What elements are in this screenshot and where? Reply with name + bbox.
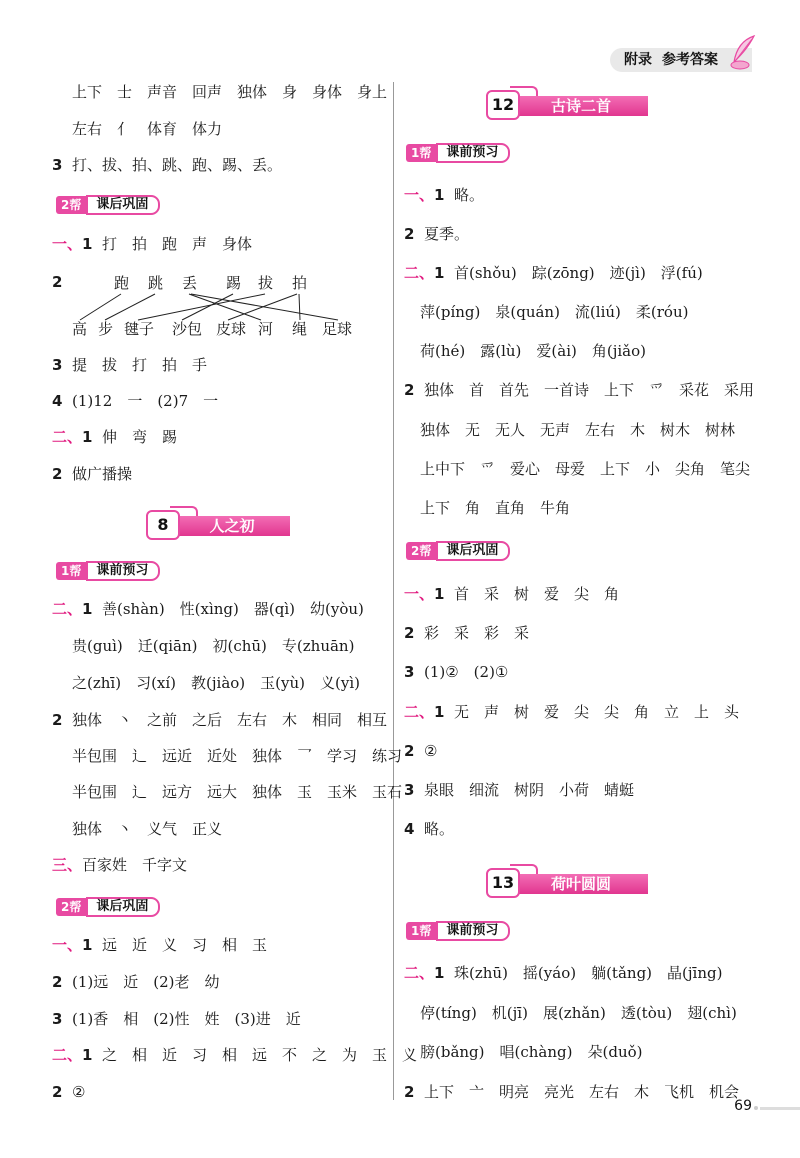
answer-line: 2 (52, 273, 63, 291)
answer-line: 二、1 之 相 近 习 相 远 不 之 为 玉 义 (52, 1046, 418, 1064)
lesson-number: 8 (146, 510, 180, 540)
answer-line: 独体 丶 义气 正义 (72, 820, 223, 838)
answer-line: 3 (1)香 相 (2)性 姓 (3)进 近 (52, 1010, 301, 1028)
answer-line: 贵(guì) 迁(qiān) 初(chū) 专(zhuān) (72, 637, 355, 655)
lesson-title-text: 古诗二首 (514, 96, 648, 116)
preview-badge: 1帮 课前预习 (56, 560, 160, 582)
answer-line: 上中下 爫 爱心 母爱 上下 小 尖角 笔尖 (420, 460, 751, 478)
answer-line: 2 ② (52, 1083, 86, 1101)
answer-line: 2 ② (404, 742, 438, 760)
preview-badge: 1帮 课前预习 (406, 142, 510, 164)
answer-line: 停(tíng) 机(jī) 展(zhǎn) 透(tòu) 翅(chì) (420, 1004, 737, 1022)
answer-line: 2 做广播操 (52, 465, 132, 483)
answer-line: 一、1 略。 (404, 186, 485, 204)
answer-line: 2 (1)远 近 (2)老 幼 (52, 973, 220, 991)
match-bottom-word: 皮球 (216, 320, 247, 338)
match-bottom-word: 沙包 (172, 320, 203, 338)
answer-line: 二、1 伸 弯 踢 (52, 428, 178, 446)
answer-line: 之(zhī) 习(xí) 教(jiào) 玉(yù) 义(yì) (72, 674, 360, 692)
answer-line: 2 上下 亠 明亮 亮光 左右 木 飞机 机会 (404, 1083, 739, 1101)
match-bottom-word: 毽子 (124, 320, 155, 338)
page-line (760, 1107, 800, 1110)
answer-line: 膀(bǎng) 唱(chàng) 朵(duǒ) (420, 1043, 643, 1061)
after-class-badge: 2帮 课后巩固 (56, 194, 160, 216)
answer-line: 一、1 远 近 义 习 相 玉 (52, 936, 268, 954)
answer-line: 2 独体 首 首先 一首诗 上下 爫 采花 采用 (404, 381, 754, 399)
match-bottom-word: 高 (72, 320, 88, 338)
answer-line: 一、1 打 拍 跑 声 身体 (52, 235, 253, 253)
answer-line: 3 (1)② (2)① (404, 663, 509, 681)
matching-lines (0, 0, 400, 360)
match-bottom-word: 河 (258, 320, 274, 338)
lesson-number: 12 (486, 90, 520, 120)
feather-pen-icon (728, 34, 758, 70)
answer-line: 2 独体 丶 之前 之后 左右 木 相同 相互 (52, 711, 387, 729)
page-dot (754, 1106, 758, 1110)
match-bottom-word: 绳 (292, 320, 308, 338)
appendix-label: 附录 (624, 52, 652, 68)
answer-line: 三、百家姓 千字文 (52, 856, 188, 874)
answer-line: 二、1 首(shǒu) 踪(zōng) 迹(jì) 浮(fú) (404, 264, 703, 282)
answer-line: 4 略。 (404, 820, 454, 838)
match-top-word: 跳 (148, 274, 164, 292)
match-bottom-word: 步 (98, 320, 114, 338)
match-top-word: 拍 (292, 274, 308, 292)
answer-line: 半包围 辶 远近 近处 独体 乛 学习 练习 (72, 747, 403, 765)
match-top-word: 丢 (182, 274, 198, 292)
answer-line: 左右 亻 体育 体力 (72, 120, 223, 138)
lesson-number: 13 (486, 868, 520, 898)
lesson-8-title (146, 510, 292, 540)
page-number: 69 (734, 1098, 752, 1114)
answer-line: 上下 角 直角 牛角 (420, 499, 571, 517)
answer-line: 上下 士 声音 回声 独体 身 身体 身上 (72, 83, 388, 101)
answer-line: 二、1 珠(zhū) 摇(yáo) 躺(tǎng) 晶(jīng) (404, 964, 723, 982)
answer-line: 2 夏季。 (404, 225, 469, 243)
match-bottom-word: 足球 (322, 320, 353, 338)
preview-badge: 1帮 课前预习 (406, 920, 510, 942)
answer-line: 二、1 善(shàn) 性(xìng) 器(qì) 幼(yòu) (52, 600, 364, 618)
answer-line: 半包围 辶 远方 远大 独体 玉 玉米 玉石 (72, 783, 403, 801)
answer-line: 萍(píng) 泉(quán) 流(liú) 柔(róu) (420, 303, 689, 321)
answer-line: 4 (1)12 一 (2)7 一 (52, 392, 219, 410)
lesson-title-text: 人之初 (174, 516, 290, 536)
answer-line: 一、1 首 采 树 爱 尖 角 (404, 585, 620, 603)
answer-line: 3 提 拔 打 拍 手 (52, 356, 207, 374)
after-class-badge: 2帮 课后巩固 (406, 540, 510, 562)
answer-line: 3 泉眼 细流 树阴 小荷 蜻蜓 (404, 781, 634, 799)
answer-line: 荷(hé) 露(lù) 爱(ài) 角(jiǎo) (420, 342, 646, 360)
match-top-word: 跑 (114, 274, 130, 292)
answer-line: 3 打、拔、拍、跳、跑、踢、丢。 (52, 156, 282, 174)
after-class-badge: 2帮 课后巩固 (56, 896, 160, 918)
match-top-word: 拔 (258, 274, 274, 292)
lesson-title-text: 荷叶圆圆 (514, 874, 648, 894)
answers-title: 参考答案 (662, 52, 718, 68)
match-top-word: 踢 (226, 274, 242, 292)
answer-line: 独体 无 无人 无声 左右 木 树木 树林 (420, 421, 736, 439)
lesson-13-title (486, 868, 648, 898)
answer-line: 二、1 无 声 树 爱 尖 尖 角 立 上 头 (404, 703, 740, 721)
answer-line: 2 彩 采 彩 采 (404, 624, 529, 642)
lesson-12-title (486, 90, 648, 120)
